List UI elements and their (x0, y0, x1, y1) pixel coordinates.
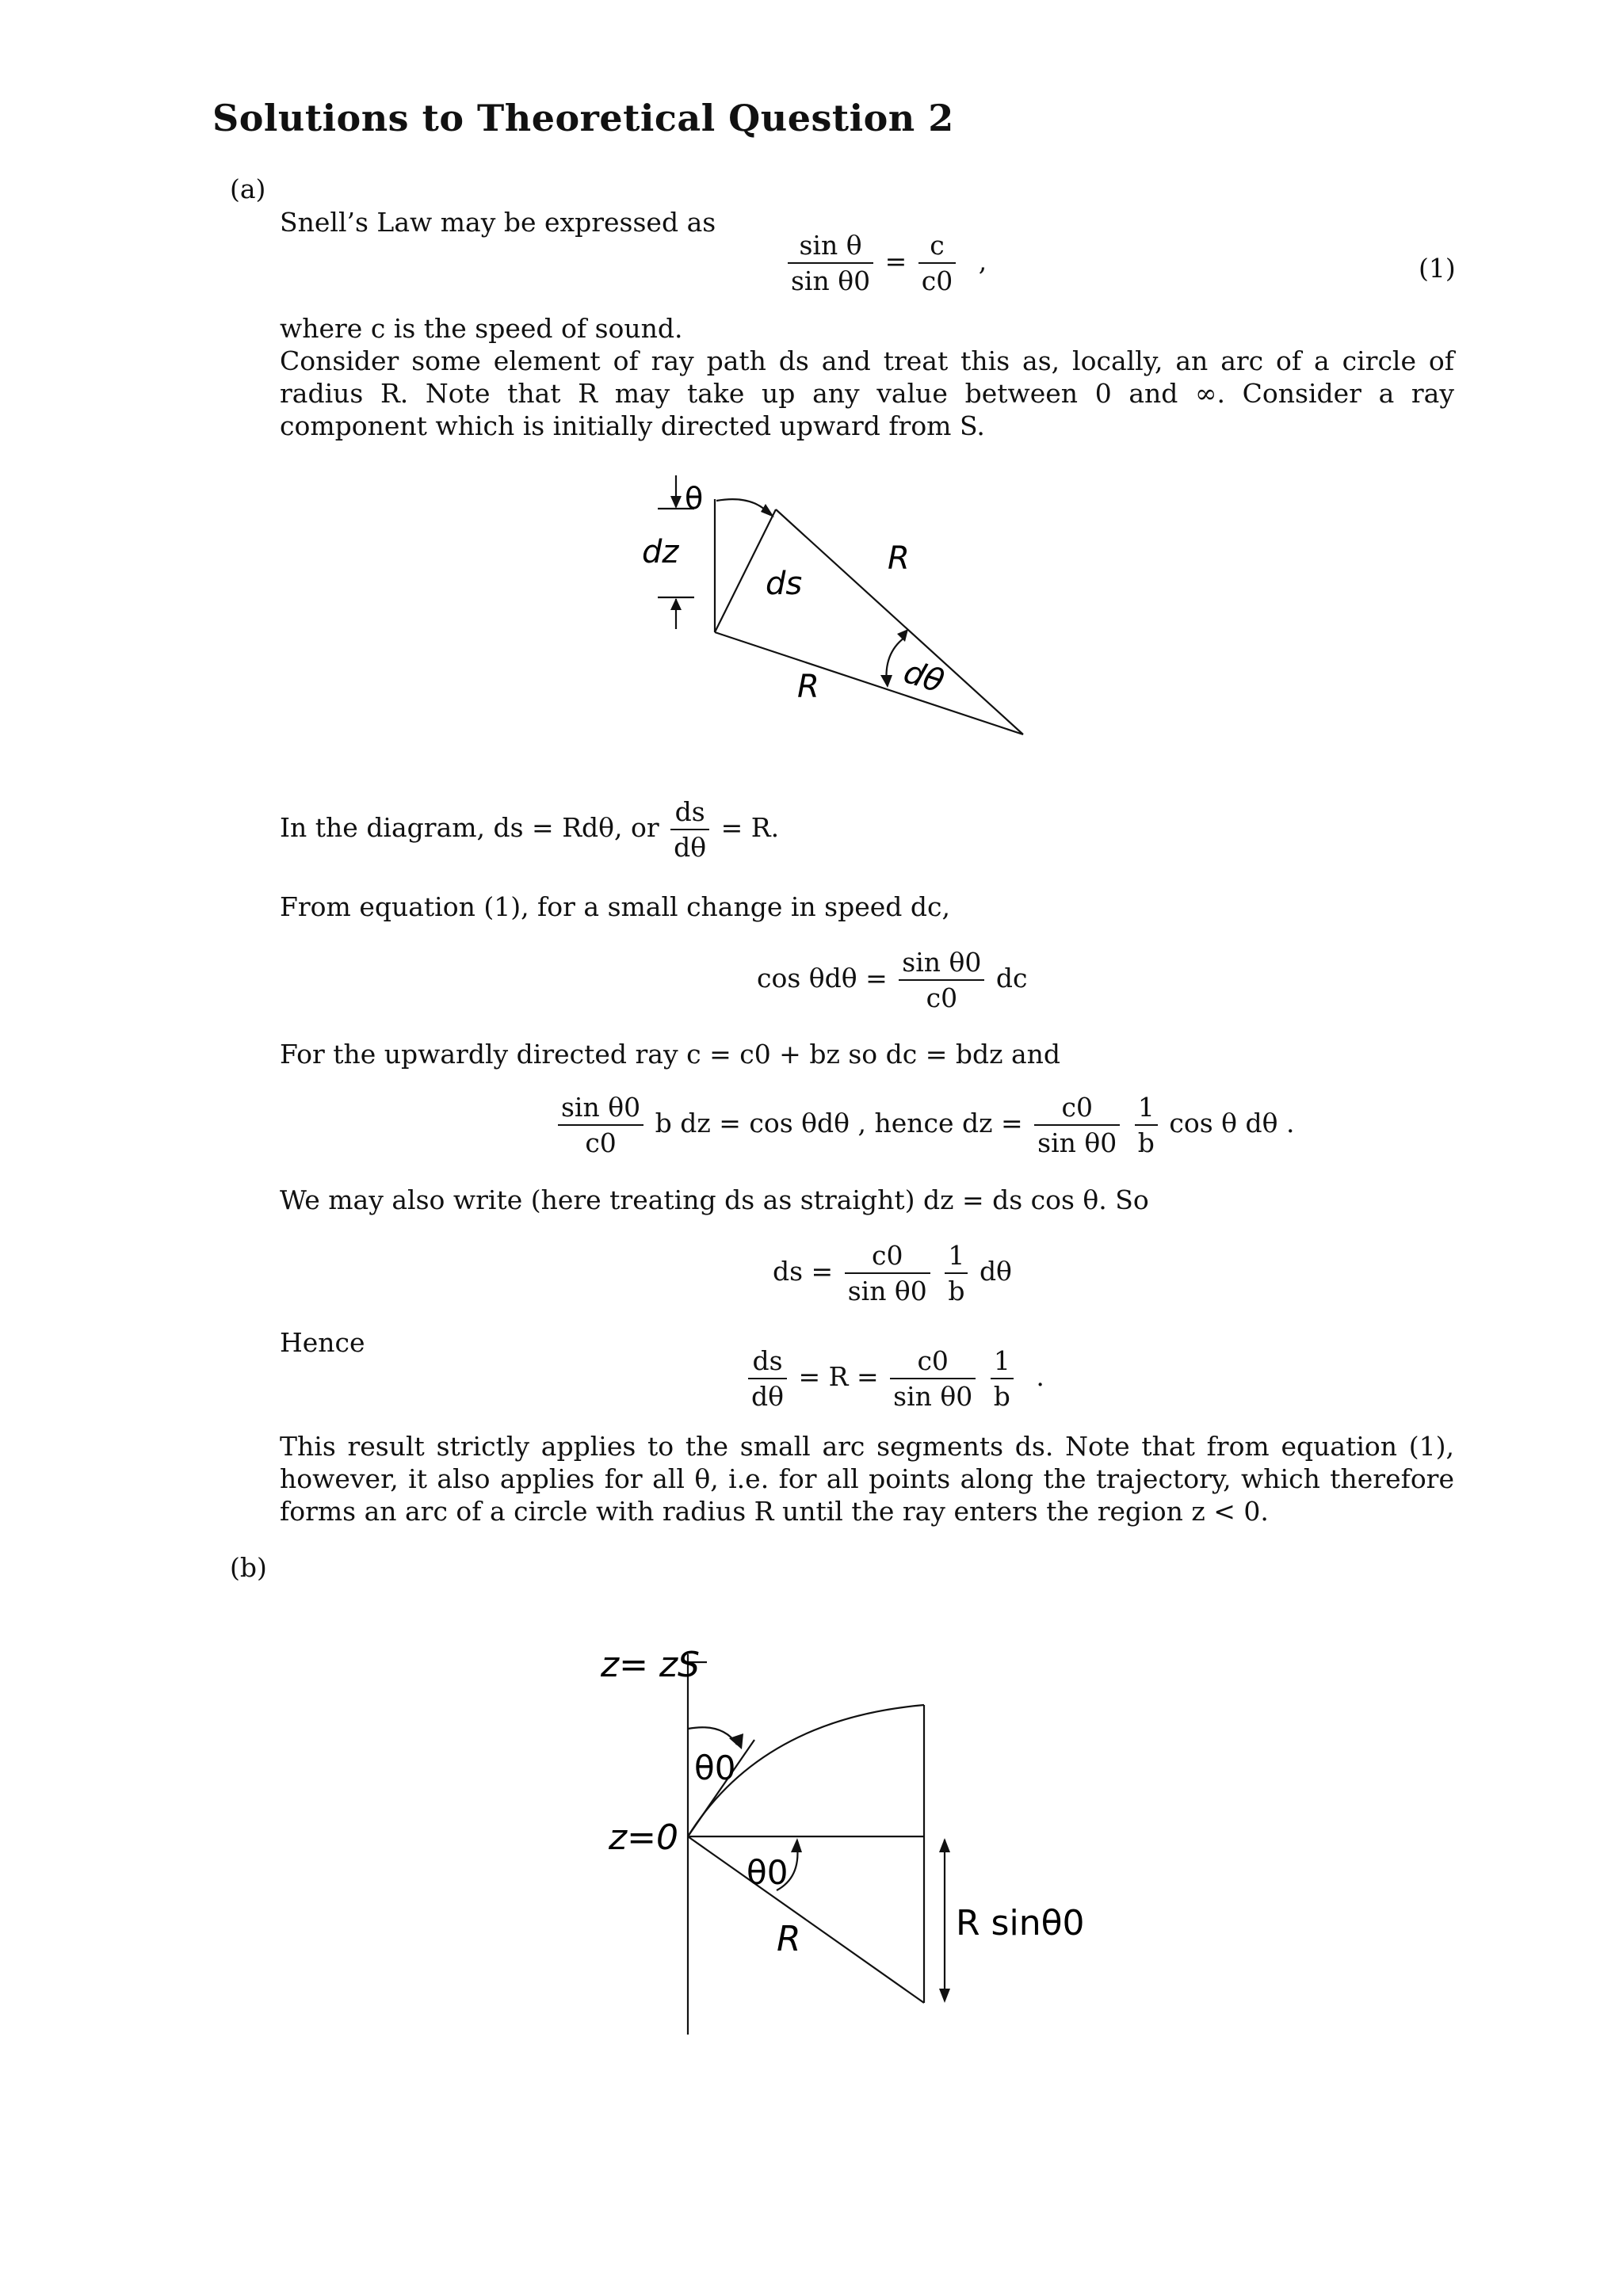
radius-line (688, 1836, 924, 2003)
eq3-fraction-3 (1135, 1092, 1158, 1158)
theta-label: θ (685, 481, 704, 516)
eq4-num-2: 1 (945, 1240, 968, 1274)
eq5-den-3: b (993, 1381, 1010, 1412)
eq4-fraction-2 (945, 1240, 968, 1306)
equation-5 (745, 1345, 1044, 1412)
eq5-num-3: 1 (991, 1345, 1014, 1379)
diagram-sentence (280, 796, 779, 863)
eq1-left-den: sin θ0 (791, 265, 871, 296)
eq1-left-fraction (788, 230, 873, 296)
speed-of-sound-text: where c is the speed of sound. (280, 313, 683, 344)
eq4-fraction-1 (845, 1240, 930, 1306)
eq5-den-2: sin θ0 (893, 1381, 973, 1412)
eq1-right-num: c (918, 230, 956, 264)
eq5-num-1: ds (748, 1345, 787, 1379)
theta0-bottom-label: θ0 (747, 1853, 789, 1892)
rsin-label: R sinθ0 (956, 1903, 1085, 1943)
theta0-top-arc (688, 1727, 737, 1745)
radius-top-label: R (888, 540, 910, 577)
radius-bottom (715, 632, 1023, 734)
eq1-right-den: c0 (921, 265, 953, 296)
eq3-den-1: c0 (585, 1127, 617, 1158)
eq4-num-1: c0 (845, 1240, 930, 1274)
eq2-num: sin θ0 (899, 947, 984, 981)
hence-text: Hence (280, 1327, 365, 1358)
ray-trajectory-diagram (586, 1632, 1109, 2044)
from-equation-text: From equation (1), for a small change in speed dc, (280, 891, 950, 922)
theta-arc (716, 499, 770, 515)
dz-label: dz (642, 534, 679, 570)
eq3-den-2: sin θ0 (1037, 1127, 1117, 1158)
eq4-den-2: b (948, 1276, 965, 1306)
eq5-fraction-3 (991, 1345, 1014, 1412)
eq3-num-1: sin θ0 (558, 1092, 643, 1126)
eq2-lhs: cos θdθ = (757, 963, 888, 994)
theta0-bottom-arrowhead (791, 1838, 802, 1852)
eq4-den-1: sin θ0 (847, 1276, 927, 1306)
eq1-tail: , (978, 246, 987, 277)
eq2-fraction (899, 947, 984, 1013)
eq1-left-num: sin θ (788, 230, 873, 264)
theta0-top-label: θ0 (694, 1749, 736, 1787)
straight-ds-text: We may also write (here treating ds as straight) dz = ds cos θ. So (280, 1184, 1149, 1215)
eq3-num-2: c0 (1034, 1092, 1120, 1126)
eq3-num-3: 1 (1135, 1092, 1158, 1126)
eq5-fraction-2 (890, 1345, 976, 1412)
diagram-sentence-prefix: In the diagram, ds = Rdθ, or (280, 812, 659, 843)
equation-1-number: (1) (1419, 253, 1456, 284)
diagram-sentence-suffix: = R. (720, 812, 780, 843)
eq4-lhs: ds = (773, 1256, 834, 1287)
zs-label: z= zS (601, 1645, 700, 1685)
eq3-den-3: b (1137, 1127, 1155, 1158)
equation-3 (555, 1092, 1295, 1158)
part-b-label: (b) (230, 1552, 267, 1583)
dtheta-label: dθ (899, 654, 949, 701)
eq3-fraction-2 (1034, 1092, 1120, 1158)
ds-dtheta-den: dθ (674, 832, 707, 863)
snell-intro: Snell’s Law may be expressed as (280, 207, 716, 238)
eq4-tail: dθ (979, 1256, 1012, 1287)
conclusion-paragraph: This result strictly applies to the small arc segments ds. Note that from equation (1), however, it also applies for all θ, i.e. for all points along the trajectory, which therefore forms an arc of a circle with radius R until the ray enters the region z < 0. (280, 1431, 1454, 1527)
equation-1: $\frac{\text{sin θ}}{\text{sin θ0}}$ = $\frac{c}{c0}$ , (785, 230, 987, 296)
eq1-right-fraction (918, 230, 956, 296)
rsin-arrowhead-bottom (939, 1989, 950, 2003)
eq3-tail: cos θ dθ . (1169, 1108, 1295, 1138)
eq2-den: c0 (926, 982, 958, 1013)
equation-4 (773, 1240, 1012, 1306)
equation-2 (757, 947, 1028, 1013)
eq2-tail: dc (995, 963, 1028, 994)
ds-dtheta-num: ds (670, 796, 709, 830)
radius-label: R (777, 1919, 801, 1959)
dtheta-arrowhead-bottom (880, 675, 892, 688)
ray-path-paragraph: Consider some element of ray path ds and treat this as, locally, an arc of a circle of radius R. Note that R may take up any value between 0 and ∞. Consider a ray component which is initially directed upward from S. (280, 345, 1454, 441)
radius-bottom-label: R (797, 669, 819, 705)
eq5-tail: . (1036, 1361, 1044, 1392)
eq5-den-1: dθ (751, 1381, 784, 1412)
theta0-top-arrowhead (729, 1733, 743, 1749)
upward-ray-text: For the upwardly directed ray c = c0 + bz so dc = bdz and (280, 1039, 1061, 1070)
eq3-mid: b dz = cos θdθ , hence dz = (655, 1108, 1023, 1138)
ray-element-diagram (618, 460, 1062, 745)
dz-arrowhead-bottom (670, 598, 682, 610)
eq3-fraction-1 (558, 1092, 643, 1158)
page-title: Solutions to Theoretical Question 2 (212, 97, 954, 139)
eq5-num-2: c0 (890, 1345, 976, 1379)
part-a-label: (a) (230, 174, 266, 204)
theta-arrowhead (761, 504, 774, 517)
eq5-fraction-1 (748, 1345, 787, 1412)
z0-label: z=0 (609, 1817, 678, 1858)
eq5-mid: = R = (798, 1361, 879, 1392)
dz-arrowhead-top (670, 496, 682, 509)
ds-label: ds (766, 566, 803, 602)
rsin-arrowhead-top (939, 1838, 950, 1852)
ds-dtheta-fraction (670, 796, 709, 863)
